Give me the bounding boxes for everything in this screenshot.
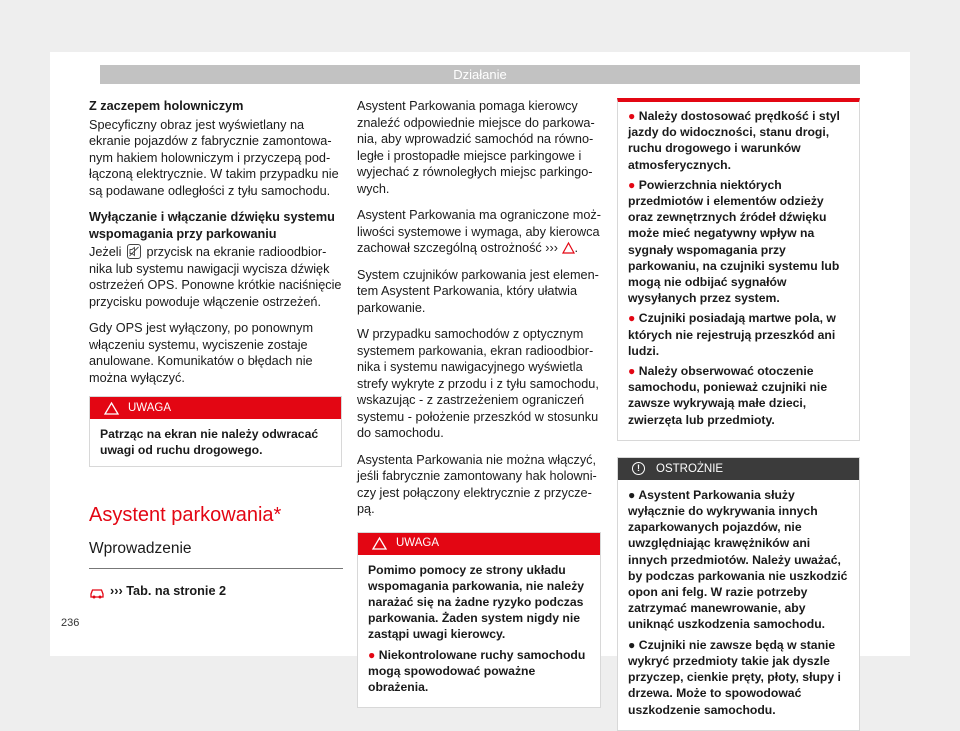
heading-towbar: Z zaczepem holowniczym	[89, 99, 244, 113]
list-item-text: Powierzchnia niektórych przedmiotów i elementów odzieży oraz zewnętrznych źródeł dźwięku może mieć negatywny wpływ na sygnały wspomagania przy parkowaniu, na czujniki systemu lub mogą nie odbijać sygnałów wysyłanych przez system.	[628, 177, 840, 306]
list-item-text: Należy dostosować prędkość i styl jazdy do widoczności, stanu drogi, ruchu drogowego i warunków atmosferycznych.	[628, 109, 840, 172]
list-item-text: Asystent Parkowania służy wyłącznie do wykrywania innych zaparkowanych pojazdów, nie uwzględniając krawężników ani innych przedmiotów. Należy uważać, by podczas parkowania nie uszkodzić opon ani felg. W razie potrzeby zatrzymać manewrowanie, aby uniknąć uszkodzenia samochodu.	[628, 487, 848, 632]
list-item	[628, 487, 849, 633]
warning-triangle-icon	[372, 537, 387, 550]
warning-continued-list	[618, 102, 859, 440]
paragraph-limitations-end: .	[574, 241, 579, 255]
section-subtitle: Wprowadzenie	[89, 539, 343, 569]
paragraph-limitations-text: Asystent Parkowania ma ograniczone możliwości systemowe i wymaga, aby kierowca zachował szczególną ostrożność ›››	[357, 208, 602, 255]
caution-list	[618, 480, 859, 730]
page-number: 236	[61, 617, 80, 629]
warning-bullet-text: Niekontrolowane ruchy samochodu mogą spowodować poważne obrażenia.	[368, 647, 586, 694]
warning-header	[90, 397, 341, 419]
bullet-icon: ●	[628, 177, 636, 192]
column-middle	[357, 98, 601, 708]
paragraph-towbar: Specyficzny obraz jest wyświetlany na ekranie pojazdów z fabrycznie zamontowanym hakiem holowniczym i przyczepą podłączoną elektrycznie. W takim przypadku nie są podawane odległości z tyłu samochodu.	[89, 117, 339, 198]
paragraph-limitations	[357, 207, 601, 257]
section-title: Asystent parkowania*	[89, 504, 282, 527]
bullet-icon: ●	[628, 487, 636, 502]
bullet-icon: ●	[628, 109, 636, 123]
paragraph-mute	[89, 244, 343, 310]
list-item-text: Należy obserwować otoczenie samochodu, ponieważ czujniki nie zawsze wykrywają małe dzieci, zwierzęta lub przedmioty.	[628, 364, 828, 427]
warning-box-screen	[89, 396, 342, 467]
table-reference[interactable]	[89, 583, 343, 600]
warning-box-continued	[617, 98, 860, 441]
car-reference-icon	[89, 584, 105, 600]
page-header-bar	[100, 65, 860, 84]
list-item-text: Czujniki posiadają martwe pola, w których nie rejestrują przeszkód ani ludzi.	[628, 311, 836, 358]
caution-info-icon: !	[632, 462, 645, 475]
paragraph-mute-start: Jeżeli	[89, 245, 122, 259]
warning-body	[358, 555, 600, 708]
table-reference-text: ››› Tab. na stronie 2	[110, 584, 227, 599]
caution-header	[618, 458, 859, 480]
list-item	[628, 108, 849, 173]
warning-reference-icon	[562, 242, 575, 254]
paragraph-mute-rest: przycisk na ekranie radioodbiornika lub systemu nawigacji wycisza dźwięk ostrzeżeń OPS. Ponowne krótkie naciśnięcie przycisku powoduje włączenie ostrzeżeń.	[89, 245, 342, 309]
list-item	[628, 637, 849, 718]
warning-label: UWAGA	[128, 401, 172, 414]
warning-triangle-icon	[104, 402, 119, 415]
bullet-icon: ●	[628, 311, 636, 326]
column-right	[617, 98, 860, 731]
list-item	[628, 177, 849, 307]
heading-sound-toggle: Wyłączanie i włączanie dźwięku systemu wspomagania przy parkowaniu	[89, 210, 335, 241]
caution-box	[617, 457, 860, 731]
paragraph-optical-system: W przypadku samochodów z optycznym systemem parkowania, ekran radioodbiornika i systemu nawigacyjnego wyświetla strefy wykryte z przodu i z tyłu samochodu, wskazując - z zastrzeżeniem ograniczeń systemu - położenie przeszkód w stosunku do samochodu.	[357, 327, 599, 440]
column-left	[89, 98, 343, 600]
bullet-icon: ●	[628, 364, 636, 379]
list-item	[628, 363, 849, 428]
caution-label: OSTROŻNIE	[656, 462, 724, 475]
paragraph-ops-off: Gdy OPS jest wyłączony, po ponownym włączeniu systemu, wyciszenie zostaje anulowane. Komunikatów o błędach nie można wyłączyć.	[89, 321, 314, 385]
paragraph-towbar-disable: Asystenta Parkowania nie można włączyć, jeśli fabrycznie zamontowany hak holowniczy jest połączony elektrycznie z przyczepą.	[357, 452, 597, 516]
paragraph-sensor-system: System czujników parkowania jest elementem Asystent Parkowania, który ułatwia parkowanie.	[357, 267, 599, 315]
warning-bullet-item	[368, 647, 590, 696]
warning-label: UWAGA	[396, 537, 440, 550]
list-item-text: Czujniki nie zawsze będą w stanie wykryć przedmioty takie jak dyszle przyczep, cienkie pręty, płoty, słupy i drzewa. Może to spowodować uszkodzenie samochodu.	[628, 637, 841, 717]
warning-text: Pomimo pomocy ze strony układu wspomagania parkowania, nie należy narażać się na żadne ryzyko podczas parkowania. Żaden system nigdy nie zastąpi uwagi kierowcy.	[368, 562, 585, 642]
bullet-icon: ●	[628, 637, 636, 652]
list-item	[628, 310, 849, 359]
bullet-icon: ●	[368, 647, 376, 662]
warning-body: Patrząc na ekran nie należy odwracać uwagi od ruchu drogowego.	[100, 427, 319, 458]
warning-box-risk	[357, 532, 601, 709]
warning-header	[358, 533, 600, 555]
paragraph-park-assist-intro: Asystent Parkowania pomaga kierowcy znaleźć odpowiednie miejsce do parkowania, aby wprowadzić samochód na równoległe i prostopadłe miejsce parkingowe i wyjechać z równoległych miejsc parkingowych.	[357, 99, 595, 196]
ops-mute-button-icon	[127, 244, 141, 259]
page-header-title: Działanie	[453, 67, 507, 82]
